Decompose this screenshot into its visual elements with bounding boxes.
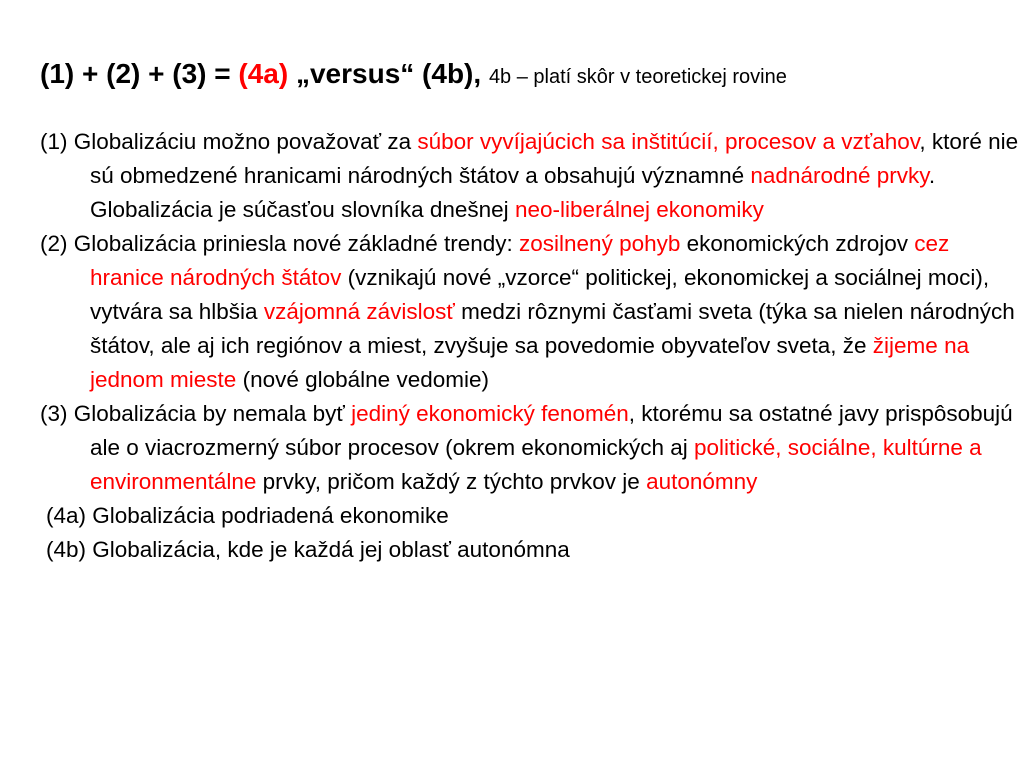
highlight-segment: autonómny [646, 469, 758, 494]
highlight-segment: zosilnený pohyb [519, 231, 687, 256]
text-segment: . Globalizácia je súčasťou slovníka dnešnej [90, 163, 936, 222]
text-segment: (3) Globalizácia by nemala byť [40, 401, 352, 426]
text-segment: , ktorému sa ostatné javy prispôsobujú ale o viacrozmerný súbor procesov (okrem ekonomických aj [90, 401, 1013, 460]
slide-body [40, 125, 1020, 567]
title-part: „versus“ (4b), [288, 58, 489, 89]
slide-title [40, 56, 787, 95]
title-part-highlight: (4a) [238, 58, 289, 89]
text-segment: (2) Globalizácia priniesla nové základné trendy: [40, 231, 520, 256]
text-segment: medzi rôznymi časťami sveta (týka sa nielen národných štátov, ale aj ich regiónov a miest, zvyšuje sa povedomie obyvateľov sveta, že [90, 299, 1015, 358]
highlight-segment: neo-liberálnej ekonomiky [514, 197, 764, 222]
text-segment: (vznikajú nové „vzorce“ politickej, ekonomickej a sociálnej moci), vytvára sa hlbšia [90, 265, 990, 324]
highlight-segment: vzájomná závislosť [263, 299, 455, 324]
text-segment: (nové globálne vedomie) [236, 367, 489, 392]
title-part: (1) + (2) + (3) = [40, 58, 239, 89]
text-segment: , ktoré nie sú obmedzené hranicami národných štátov a obsahujú významné [90, 129, 1019, 188]
highlight-segment: žijeme na jednom mieste [90, 333, 970, 392]
paragraph-2 [40, 227, 1020, 397]
highlight-segment: súbor vyvíjajúcich sa inštitúcií, procesov a vzťahov [417, 129, 920, 154]
text-segment: ekonomických zdrojov [686, 231, 915, 256]
text-segment: (4b) Globalizácia, kde je každá jej oblasť autonómna [46, 537, 570, 562]
text-segment: (4a) Globalizácia podriadená ekonomike [46, 503, 449, 528]
text-segment: prvky, pričom každý z týchto prvkov je [256, 469, 647, 494]
paragraph-4a [40, 499, 1020, 533]
text-segment: (1) Globalizáciu možno považovať za [40, 129, 418, 154]
highlight-segment: cez hranice národných štátov [90, 231, 950, 290]
highlight-segment: jediný ekonomický fenomén [351, 401, 629, 426]
paragraph-1 [40, 125, 1020, 227]
highlight-segment: nadnárodné prvky [750, 163, 929, 188]
slide-subtitle: 4b – platí skôr v teoretickej rovine [488, 66, 787, 88]
paragraph-4b [40, 533, 1020, 567]
paragraph-3 [40, 397, 1020, 499]
highlight-segment: politické, sociálne, kultúrne a environmentálne [90, 435, 982, 494]
